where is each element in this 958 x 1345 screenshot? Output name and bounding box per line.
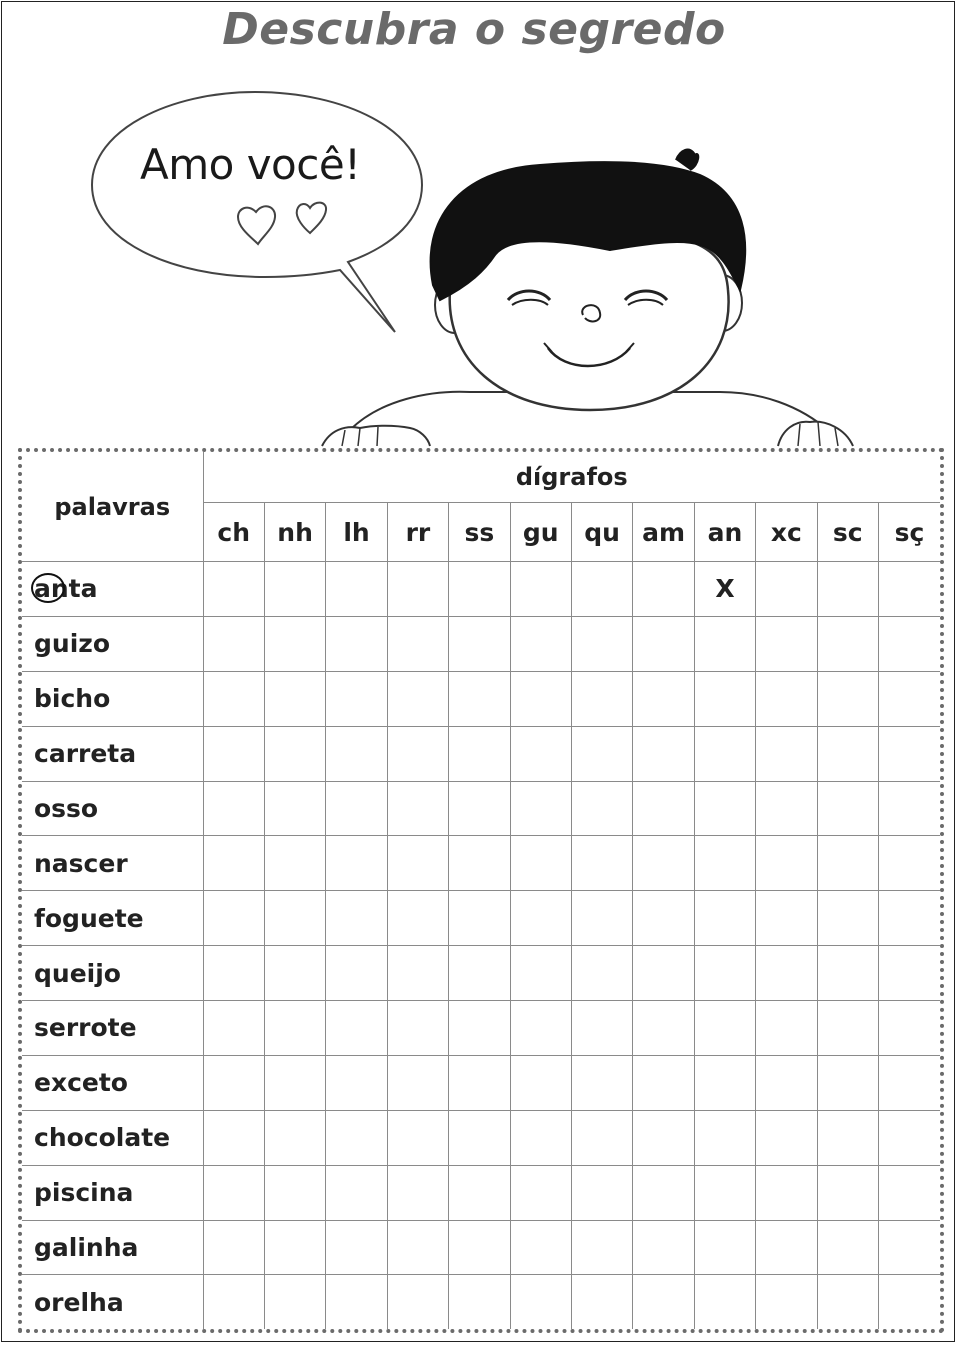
grid-cell[interactable] bbox=[817, 671, 878, 726]
grid-cell[interactable] bbox=[326, 671, 387, 726]
grid-cell[interactable] bbox=[756, 781, 817, 836]
word-cell bbox=[22, 781, 203, 836]
grid-cell[interactable] bbox=[326, 1220, 387, 1275]
grid-cell[interactable] bbox=[449, 1220, 510, 1275]
grid-cell[interactable] bbox=[449, 1275, 510, 1329]
word-label: foguete bbox=[34, 903, 144, 933]
grid-cell[interactable] bbox=[878, 1220, 940, 1275]
grid-cell[interactable] bbox=[756, 1110, 817, 1165]
word-cell bbox=[22, 1275, 203, 1329]
table-row bbox=[22, 562, 940, 617]
circle-mark bbox=[31, 573, 65, 603]
grid-cell[interactable] bbox=[203, 1275, 264, 1329]
grid-cell[interactable] bbox=[203, 1110, 264, 1165]
grid-cell[interactable] bbox=[326, 726, 387, 781]
word-label: piscina bbox=[34, 1178, 134, 1208]
grid-cell[interactable] bbox=[264, 1275, 325, 1329]
grid-cell[interactable] bbox=[633, 1165, 694, 1220]
grid-cell[interactable] bbox=[387, 562, 448, 617]
grid-cell[interactable] bbox=[203, 891, 264, 946]
grid-cell[interactable] bbox=[387, 781, 448, 836]
boy-illustration bbox=[0, 0, 958, 460]
grid-cell[interactable] bbox=[571, 562, 632, 617]
grid-cell[interactable] bbox=[449, 671, 510, 726]
word-label: anta bbox=[34, 574, 98, 604]
grid-cell[interactable] bbox=[203, 1220, 264, 1275]
digraph-header-7: am bbox=[633, 503, 694, 562]
grid-cell[interactable] bbox=[633, 1110, 694, 1165]
grid-cell[interactable] bbox=[633, 1275, 694, 1329]
grid-cell[interactable] bbox=[203, 836, 264, 891]
grid-cell[interactable] bbox=[756, 616, 817, 671]
grid-cell[interactable] bbox=[510, 1055, 571, 1110]
left-hand bbox=[322, 426, 430, 446]
grid-cell[interactable] bbox=[387, 946, 448, 1001]
grid-cell[interactable] bbox=[633, 946, 694, 1001]
grid-cell[interactable] bbox=[694, 1001, 755, 1056]
grid-cell[interactable] bbox=[326, 836, 387, 891]
grid-cell[interactable] bbox=[817, 836, 878, 891]
grid-cell[interactable] bbox=[817, 781, 878, 836]
digraphs-group-header: dígrafos bbox=[203, 452, 940, 503]
grid-cell[interactable] bbox=[203, 562, 264, 617]
grid-cell[interactable] bbox=[264, 781, 325, 836]
grid-cell[interactable] bbox=[203, 726, 264, 781]
word-cell bbox=[22, 671, 203, 726]
grid-cell[interactable] bbox=[449, 562, 510, 617]
word-label: exceto bbox=[34, 1068, 128, 1098]
grid-cell[interactable] bbox=[510, 1220, 571, 1275]
digraph-table bbox=[22, 452, 940, 1329]
word-label: carreta bbox=[34, 739, 137, 769]
grid-cell[interactable] bbox=[756, 1275, 817, 1329]
grid-cell[interactable] bbox=[817, 891, 878, 946]
speech-bubble-text: Amo você! bbox=[140, 140, 361, 189]
grid-cell[interactable] bbox=[571, 836, 632, 891]
grid-cell[interactable] bbox=[633, 1001, 694, 1056]
grid-cell[interactable] bbox=[878, 836, 940, 891]
grid-cell[interactable] bbox=[510, 562, 571, 617]
grid-cell[interactable] bbox=[571, 781, 632, 836]
grid-cell[interactable] bbox=[387, 1110, 448, 1165]
grid-cell[interactable] bbox=[203, 1001, 264, 1056]
table-row bbox=[22, 1165, 940, 1220]
grid-cell[interactable] bbox=[510, 726, 571, 781]
grid-cell[interactable] bbox=[694, 1220, 755, 1275]
grid-cell[interactable] bbox=[571, 1001, 632, 1056]
word-cell bbox=[22, 1165, 203, 1220]
table-row bbox=[22, 1055, 940, 1110]
grid-cell[interactable] bbox=[510, 1165, 571, 1220]
grid-cell[interactable] bbox=[203, 946, 264, 1001]
word-cell bbox=[22, 616, 203, 671]
word-label: bicho bbox=[34, 684, 111, 714]
grid-cell[interactable] bbox=[694, 946, 755, 1001]
grid-cell[interactable] bbox=[203, 616, 264, 671]
table-row bbox=[22, 781, 940, 836]
table-row bbox=[22, 726, 940, 781]
digraph-header-8: an bbox=[694, 503, 755, 562]
grid-cell[interactable] bbox=[449, 781, 510, 836]
grid-cell[interactable] bbox=[694, 671, 755, 726]
grid-cell[interactable] bbox=[633, 836, 694, 891]
word-label: orelha bbox=[34, 1287, 124, 1317]
word-label: galinha bbox=[34, 1232, 139, 1262]
grid-cell[interactable] bbox=[571, 1110, 632, 1165]
grid-cell[interactable] bbox=[326, 1001, 387, 1056]
grid-cell[interactable] bbox=[203, 671, 264, 726]
grid-cell[interactable] bbox=[264, 1110, 325, 1165]
table-row bbox=[22, 616, 940, 671]
table-row bbox=[22, 946, 940, 1001]
grid-cell[interactable] bbox=[571, 616, 632, 671]
grid-cell[interactable] bbox=[633, 562, 694, 617]
digraph-header-5: gu bbox=[510, 503, 571, 562]
grid-cell[interactable] bbox=[264, 946, 325, 1001]
grid-cell[interactable] bbox=[694, 1165, 755, 1220]
digraph-header-4: ss bbox=[449, 503, 510, 562]
table-row bbox=[22, 1001, 940, 1056]
grid-cell[interactable] bbox=[694, 1055, 755, 1110]
table-row bbox=[22, 1275, 940, 1329]
grid-cell[interactable] bbox=[449, 836, 510, 891]
grid-cell[interactable] bbox=[756, 1055, 817, 1110]
grid-cell[interactable] bbox=[510, 1275, 571, 1329]
grid-cell[interactable] bbox=[264, 891, 325, 946]
grid-cell[interactable] bbox=[264, 671, 325, 726]
grid-cell[interactable] bbox=[817, 1055, 878, 1110]
word-label: chocolate bbox=[34, 1123, 171, 1153]
grid-cell[interactable] bbox=[326, 1165, 387, 1220]
grid-cell[interactable] bbox=[633, 781, 694, 836]
word-cell bbox=[22, 1220, 203, 1275]
grid-cell[interactable] bbox=[387, 1275, 448, 1329]
grid-cell[interactable] bbox=[878, 1275, 940, 1329]
grid-cell[interactable] bbox=[571, 671, 632, 726]
digraph-header-10: sc bbox=[817, 503, 878, 562]
grid-cell[interactable] bbox=[817, 1220, 878, 1275]
grid-cell[interactable] bbox=[203, 1055, 264, 1110]
grid-cell[interactable] bbox=[387, 1055, 448, 1110]
grid-cell[interactable] bbox=[633, 671, 694, 726]
page-title: Descubra o segredo bbox=[222, 4, 726, 55]
grid-cell[interactable] bbox=[694, 891, 755, 946]
digraph-header-6: qu bbox=[571, 503, 632, 562]
grid-cell[interactable] bbox=[878, 781, 940, 836]
grid-cell[interactable] bbox=[878, 616, 940, 671]
grid-cell[interactable] bbox=[571, 1220, 632, 1275]
grid-cell[interactable] bbox=[694, 836, 755, 891]
word-cell bbox=[22, 1001, 203, 1056]
word-label: serrote bbox=[34, 1013, 137, 1043]
grid-cell[interactable] bbox=[878, 1001, 940, 1056]
grid-cell[interactable] bbox=[571, 946, 632, 1001]
grid-cell[interactable] bbox=[756, 671, 817, 726]
grid-cell[interactable] bbox=[326, 616, 387, 671]
grid-cell[interactable] bbox=[633, 891, 694, 946]
grid-cell[interactable] bbox=[756, 562, 817, 617]
grid-cell[interactable] bbox=[694, 781, 755, 836]
word-cell bbox=[22, 1110, 203, 1165]
grid-cell[interactable] bbox=[264, 562, 325, 617]
grid-cell[interactable] bbox=[694, 1110, 755, 1165]
grid-cell[interactable] bbox=[326, 946, 387, 1001]
word-label: nascer bbox=[34, 848, 128, 878]
grid-cell[interactable] bbox=[264, 726, 325, 781]
grid-cell[interactable] bbox=[571, 726, 632, 781]
grid-cell[interactable] bbox=[326, 1110, 387, 1165]
word-label: queijo bbox=[34, 958, 121, 988]
grid-cell[interactable] bbox=[449, 1110, 510, 1165]
grid-cell[interactable] bbox=[449, 1055, 510, 1110]
digraph-header-3: rr bbox=[387, 503, 448, 562]
grid-cell[interactable] bbox=[878, 891, 940, 946]
word-cell bbox=[22, 891, 203, 946]
grid-cell[interactable] bbox=[756, 1001, 817, 1056]
grid-cell[interactable] bbox=[817, 616, 878, 671]
digraph-table-body bbox=[22, 562, 940, 1330]
table-row bbox=[22, 891, 940, 946]
grid-cell[interactable] bbox=[326, 781, 387, 836]
grid-cell[interactable] bbox=[387, 1165, 448, 1220]
grid-cell[interactable] bbox=[571, 1275, 632, 1329]
grid-cell[interactable] bbox=[264, 1220, 325, 1275]
word-cell bbox=[22, 726, 203, 781]
grid-cell[interactable] bbox=[571, 1165, 632, 1220]
grid-cell[interactable] bbox=[264, 1055, 325, 1110]
grid-cell[interactable] bbox=[633, 1220, 694, 1275]
table-row bbox=[22, 1220, 940, 1275]
grid-cell[interactable] bbox=[633, 616, 694, 671]
grid-cell[interactable] bbox=[817, 726, 878, 781]
grid-cell[interactable] bbox=[449, 1165, 510, 1220]
grid-cell[interactable] bbox=[203, 781, 264, 836]
grid-cell[interactable] bbox=[387, 671, 448, 726]
word-label: guizo bbox=[34, 629, 110, 659]
grid-cell[interactable] bbox=[817, 562, 878, 617]
grid-cell[interactable] bbox=[756, 1220, 817, 1275]
grid-cell[interactable] bbox=[203, 1165, 264, 1220]
grid-cell[interactable] bbox=[817, 1001, 878, 1056]
grid-cell[interactable] bbox=[449, 891, 510, 946]
word-label: osso bbox=[34, 793, 99, 823]
word-cell bbox=[22, 1055, 203, 1110]
grid-cell[interactable] bbox=[510, 891, 571, 946]
grid-cell[interactable] bbox=[571, 1055, 632, 1110]
word-cell bbox=[22, 946, 203, 1001]
grid-cell[interactable] bbox=[510, 946, 571, 1001]
grid-cell[interactable] bbox=[817, 1275, 878, 1329]
grid-cell[interactable] bbox=[694, 616, 755, 671]
grid-cell[interactable] bbox=[878, 1110, 940, 1165]
grid-cell[interactable] bbox=[756, 946, 817, 1001]
digraph-header-9: xc bbox=[756, 503, 817, 562]
grid-cell[interactable] bbox=[817, 1165, 878, 1220]
grid-cell[interactable] bbox=[510, 1110, 571, 1165]
grid-cell[interactable] bbox=[756, 836, 817, 891]
grid-cell[interactable] bbox=[387, 836, 448, 891]
word-cell bbox=[22, 562, 203, 617]
grid-cell[interactable] bbox=[694, 726, 755, 781]
grid-cell[interactable] bbox=[756, 1165, 817, 1220]
grid-cell[interactable] bbox=[387, 726, 448, 781]
grid-cell[interactable] bbox=[326, 562, 387, 617]
grid-cell[interactable] bbox=[387, 1220, 448, 1275]
grid-cell[interactable] bbox=[694, 1275, 755, 1329]
grid-cell[interactable] bbox=[756, 891, 817, 946]
grid-cell[interactable] bbox=[449, 616, 510, 671]
grid-cell[interactable] bbox=[878, 726, 940, 781]
grid-cell[interactable] bbox=[510, 671, 571, 726]
words-column-header: palavras bbox=[22, 452, 203, 562]
grid-cell[interactable] bbox=[878, 671, 940, 726]
grid-cell[interactable] bbox=[510, 616, 571, 671]
grid-cell[interactable] bbox=[571, 891, 632, 946]
digraph-header-11: sç bbox=[878, 503, 940, 562]
grid-cell[interactable] bbox=[264, 836, 325, 891]
word-cell bbox=[22, 836, 203, 891]
grid-cell[interactable] bbox=[326, 891, 387, 946]
digraph-header-0: ch bbox=[203, 503, 264, 562]
grid-cell[interactable] bbox=[264, 1001, 325, 1056]
table-row bbox=[22, 671, 940, 726]
grid-cell[interactable] bbox=[510, 781, 571, 836]
grid-cell[interactable] bbox=[326, 1055, 387, 1110]
grid-cell[interactable] bbox=[387, 891, 448, 946]
grid-cell[interactable] bbox=[878, 1165, 940, 1220]
digraph-table-frame bbox=[18, 448, 944, 1333]
grid-cell[interactable] bbox=[633, 726, 694, 781]
digraph-header-1: nh bbox=[264, 503, 325, 562]
grid-cell[interactable] bbox=[449, 1001, 510, 1056]
grid-cell[interactable] bbox=[633, 1055, 694, 1110]
grid-cell[interactable] bbox=[387, 1001, 448, 1056]
digraph-header-2: lh bbox=[326, 503, 387, 562]
grid-cell[interactable] bbox=[817, 946, 878, 1001]
grid-cell[interactable] bbox=[878, 946, 940, 1001]
grid-cell[interactable] bbox=[264, 616, 325, 671]
grid-cell[interactable] bbox=[756, 726, 817, 781]
grid-cell[interactable] bbox=[878, 1055, 940, 1110]
grid-cell[interactable] bbox=[510, 836, 571, 891]
grid-cell[interactable] bbox=[387, 616, 448, 671]
grid-cell[interactable] bbox=[878, 562, 940, 617]
table-row bbox=[22, 836, 940, 891]
grid-cell[interactable] bbox=[449, 946, 510, 1001]
grid-cell[interactable] bbox=[817, 1110, 878, 1165]
grid-cell[interactable] bbox=[264, 1165, 325, 1220]
table-row bbox=[22, 1110, 940, 1165]
grid-cell[interactable] bbox=[510, 1001, 571, 1056]
grid-cell[interactable] bbox=[449, 726, 510, 781]
grid-cell[interactable] bbox=[326, 1275, 387, 1329]
grid-cell[interactable]: X bbox=[694, 562, 755, 617]
